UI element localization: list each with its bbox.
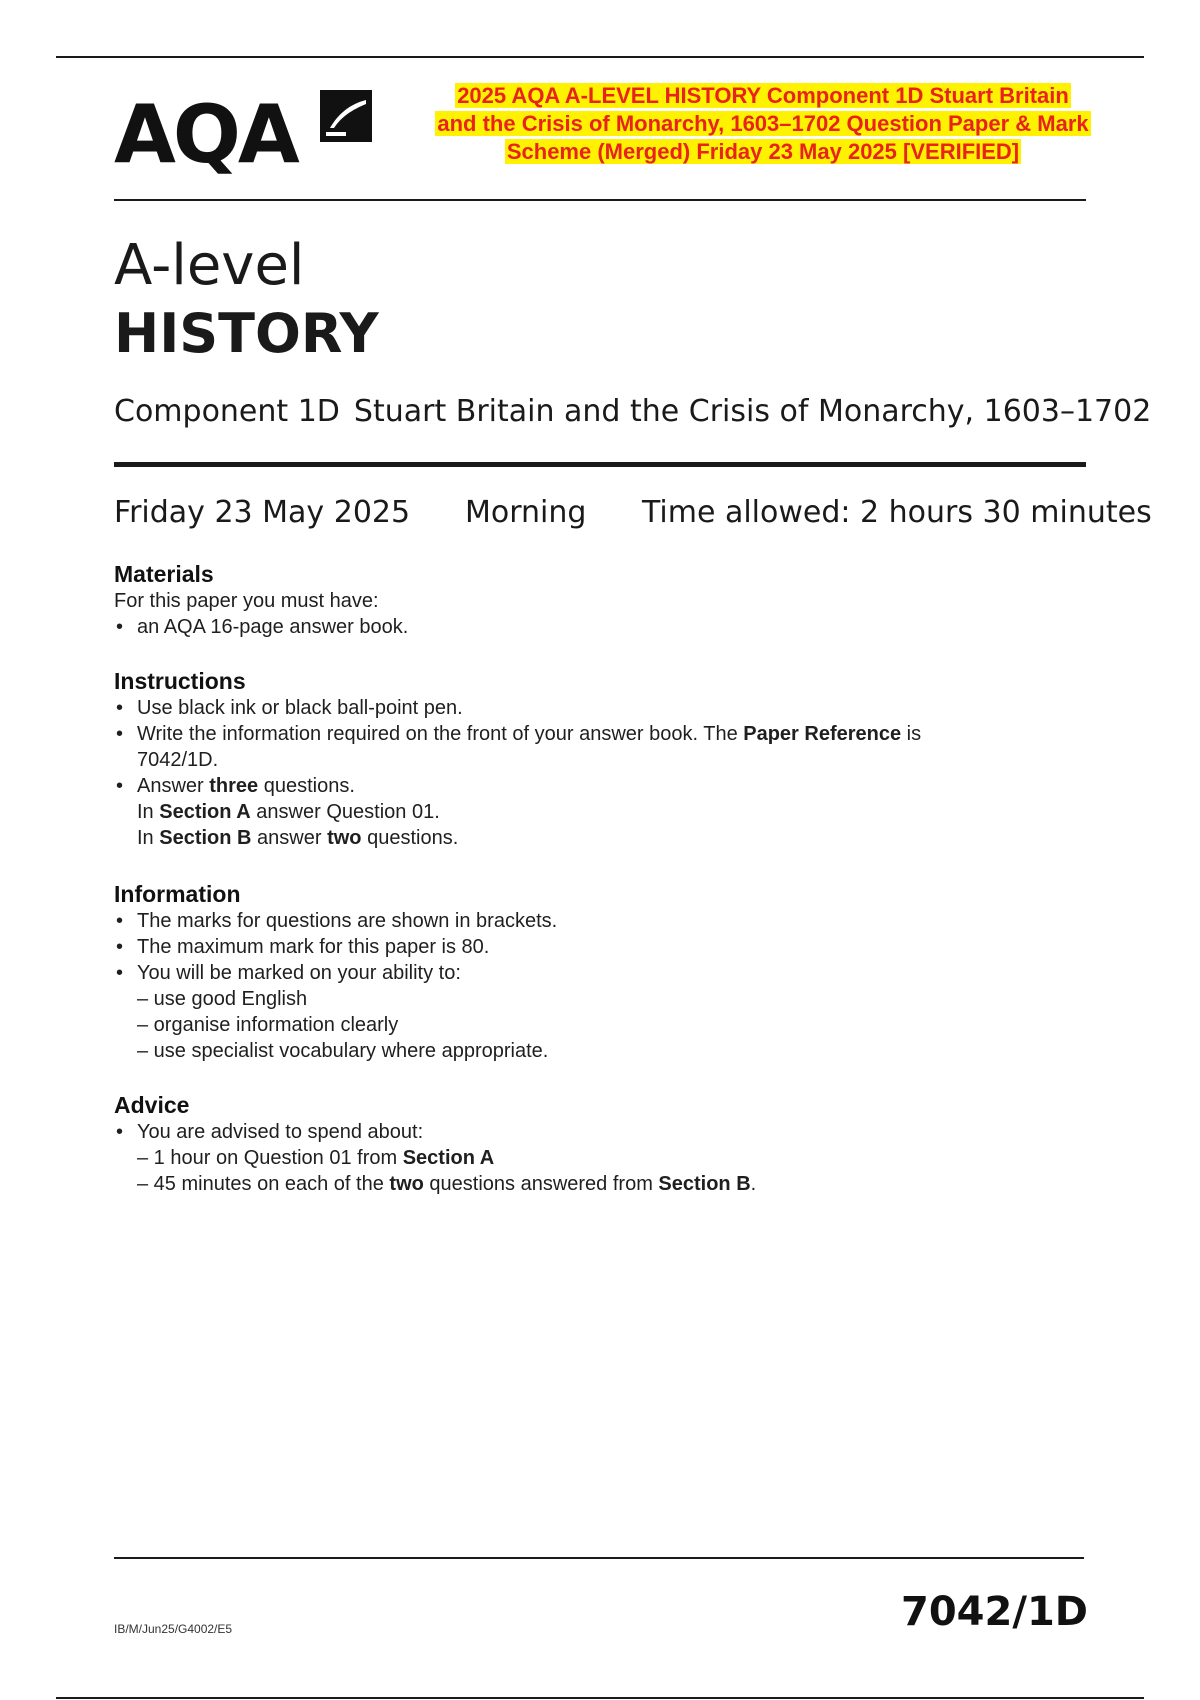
component-name: Stuart Britain and the Crisis of Monarchy, 1603–1702 bbox=[353, 394, 1152, 429]
instruction-3-line2: In Section A answer Question 01. bbox=[137, 801, 440, 823]
information-subitem-1: – use good English bbox=[137, 988, 308, 1010]
instruction-2-bold: Paper Reference bbox=[743, 723, 902, 745]
title-banner bbox=[396, 82, 1130, 166]
instruction-3-text-c: questions. bbox=[258, 775, 355, 797]
information-item-1: • The marks for questions are shown in brackets. bbox=[114, 908, 1114, 934]
logo-text: AQA bbox=[114, 88, 297, 181]
advice-heading: Advice bbox=[114, 1092, 190, 1118]
exam-session: Morning bbox=[465, 495, 587, 530]
instruction-2-suffix: is bbox=[901, 723, 922, 745]
instruction-2-text: Write the information required on the front of your answer book. The bbox=[137, 723, 744, 745]
component-rule bbox=[114, 462, 1086, 467]
advice-item-1 bbox=[114, 1119, 1114, 1197]
materials-intro: For this paper you must have: bbox=[114, 590, 379, 612]
information-subitem-3: – use specialist vocabulary where appropriate. bbox=[137, 1040, 549, 1062]
information-item-3-text: You will be marked on your ability to: bbox=[137, 962, 461, 984]
aqa-logo bbox=[114, 86, 378, 181]
instructions-heading: Instructions bbox=[114, 668, 246, 694]
instructions-section bbox=[114, 667, 1114, 851]
instruction-item-1: • Use black ink or black ball-point pen. bbox=[114, 695, 1114, 721]
materials-heading: Materials bbox=[114, 561, 214, 587]
materials-item: • an AQA 16-page answer book. bbox=[114, 614, 1114, 640]
component-title bbox=[114, 392, 1152, 432]
instruction-3-line3: In Section B answer two questions. bbox=[137, 827, 459, 849]
bottom-page-rule bbox=[56, 1697, 1144, 1699]
exam-date: Friday 23 May 2025 bbox=[114, 495, 411, 530]
advice-subitem-1: – 1 hour on Question 01 from Section A bbox=[137, 1147, 495, 1169]
information-subitem-2: – organise information clearly bbox=[137, 1014, 399, 1036]
footer-rule bbox=[114, 1557, 1084, 1559]
banner-line-1: 2025 AQA A-LEVEL HISTORY Component 1D Stuart Britain bbox=[457, 83, 1069, 108]
instruction-2-line2: 7042/1D. bbox=[137, 749, 219, 771]
instruction-item-2 bbox=[114, 721, 1114, 773]
header-rule bbox=[114, 199, 1086, 201]
top-page-rule bbox=[56, 56, 1144, 58]
information-item-3 bbox=[114, 960, 1114, 1064]
banner-line-2: and the Crisis of Monarchy, 1603–1702 Question Paper & Mark bbox=[437, 111, 1089, 136]
instruction-3-bold: three bbox=[209, 775, 259, 797]
information-item-2: • The maximum mark for this paper is 80. bbox=[114, 934, 1114, 960]
component-code: Component 1D bbox=[114, 394, 340, 429]
advice-item-1-text: You are advised to spend about: bbox=[137, 1121, 424, 1143]
footer-code: IB/M/Jun25/G4002/E5 bbox=[114, 1622, 233, 1636]
instruction-item-3 bbox=[114, 773, 1114, 851]
information-section bbox=[114, 880, 1114, 1064]
advice-subitem-2: – 45 minutes on each of the two questions answered from Section B. bbox=[137, 1173, 757, 1195]
banner-line-3: Scheme (Merged) Friday 23 May 2025 [VERIFIED] bbox=[506, 139, 1020, 164]
paper-reference: 7042/1D bbox=[901, 1589, 1088, 1635]
advice-section bbox=[114, 1091, 1114, 1197]
level-title: A-level bbox=[114, 233, 305, 298]
aqa-mark-icon bbox=[316, 86, 376, 146]
information-heading: Information bbox=[114, 881, 241, 907]
instruction-3-text-a: Answer bbox=[137, 775, 210, 797]
materials-section bbox=[114, 560, 1114, 640]
time-allowed: Time allowed: 2 hours 30 minutes bbox=[642, 495, 1152, 530]
subject-title: HISTORY bbox=[114, 302, 379, 365]
